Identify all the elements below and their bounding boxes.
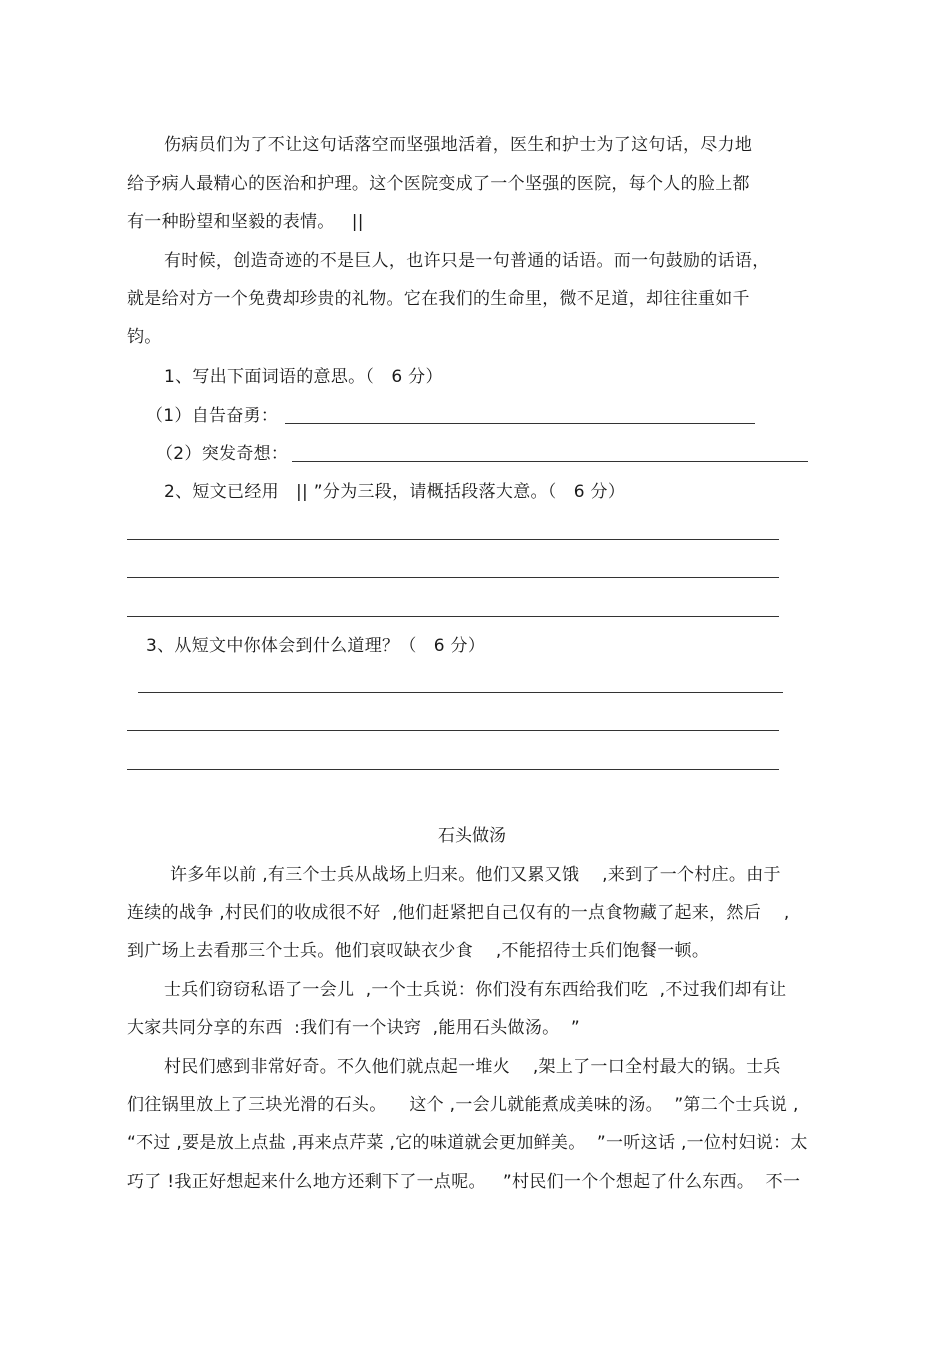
question-1b-label: （2）突发奇想： xyxy=(156,444,289,464)
passage2-line-7: 们往锅里放上了三块光滑的石头。 这个 ,一会儿就能煮成美味的汤。 ”第二个士兵说 , xyxy=(127,1095,799,1115)
question-3: 3、从短文中你体会到什么道理？（ 6 分） xyxy=(146,636,486,656)
question-1a-label: （1）自告奋勇： xyxy=(146,406,279,426)
passage2-line-3: 到广场上去看那三个士兵。他们哀叹缺衣少食 ,不能招待士兵们饱餐一顿。 xyxy=(127,941,710,961)
question-3-answer-line-1[interactable] xyxy=(138,692,783,693)
passage2-line-4: 士兵们窃窃私语了一会儿 ,一个士兵说：你们没有东西给我们吃 ,不过我们却有让 xyxy=(164,980,787,1000)
passage2-line-9: 巧了 !我正好想起来什么地方还剩下了一点呢。 ”村民们一个个想起了什么东西。 不一 xyxy=(127,1172,801,1192)
passage2-line-8: “不过 ,要是放上点盐 ,再来点芹菜 ,它的味道就会更加鲜美。 ”一听这话 ,一位村妇说：太 xyxy=(127,1133,808,1153)
question-1: 1、写出下面词语的意思。（ 6 分） xyxy=(164,367,443,387)
passage1-line-4: 有时候，创造奇迹的不是巨人，也许只是一句普通的话语。而一句鼓励的话语， xyxy=(164,251,770,271)
passage1-line-5: 就是给对方一个免费却珍贵的礼物。它在我们的生命里，微不足道，却往往重如千 xyxy=(127,289,750,309)
passage1-line-2: 给予病人最精心的医治和护理。这个医院变成了一个坚强的医院，每个人的脸上都 xyxy=(127,174,750,194)
passage1-line-3: 有一种盼望和坚毅的表情。 || xyxy=(127,212,364,232)
passage2-line-5: 大家共同分享的东西 :我们有一个诀窍 ,能用石头做汤。 ” xyxy=(127,1018,580,1038)
passage2-line-1: 许多年以前 ,有三个士兵从战场上归来。他们又累又饿 ,来到了一个村庄。由于 xyxy=(170,865,781,885)
passage2-title: 石头做汤 xyxy=(438,826,506,846)
passage2-line-6: 村民们感到非常好奇。不久他们就点起一堆火 ,架上了一口全村最大的锅。士兵 xyxy=(164,1057,781,1077)
passage1-line-1: 伤病员们为了不让这句话落空而坚强地活着，医生和护士为了这句话，尽力地 xyxy=(164,135,753,155)
passage1-line-6: 钧。 xyxy=(127,327,162,347)
question-1a-answer-line[interactable] xyxy=(285,423,755,424)
question-2-answer-line-1[interactable] xyxy=(127,539,779,540)
question-3-answer-line-3[interactable] xyxy=(127,769,779,770)
question-1b-answer-line[interactable] xyxy=(292,461,808,462)
passage2-line-2: 连续的战争 ,村民们的收成很不好 ,他们赶紧把自己仅有的一点食物藏了起来，然后 , xyxy=(127,903,790,923)
question-2-answer-line-2[interactable] xyxy=(127,577,779,578)
question-2: 2、短文已经用 || ”分为三段，请概括段落大意。（ 6 分） xyxy=(164,482,626,502)
question-2-answer-line-3[interactable] xyxy=(127,616,779,617)
question-3-answer-line-2[interactable] xyxy=(127,730,779,731)
